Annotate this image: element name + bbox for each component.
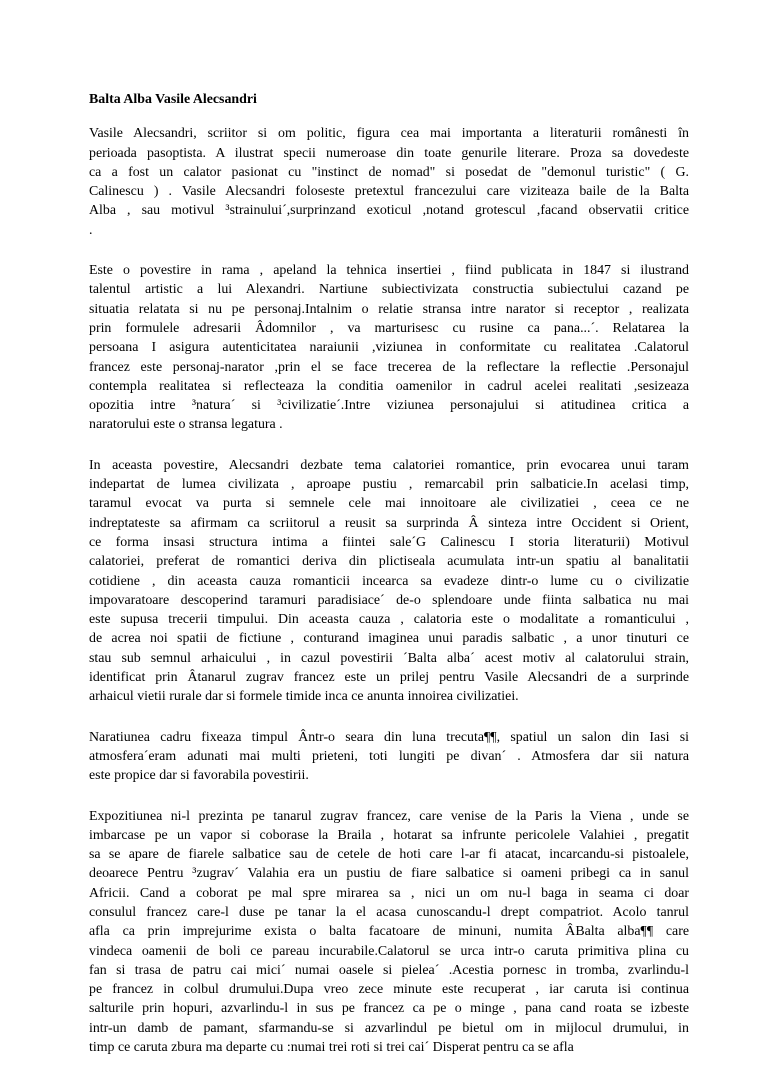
text-line: Calinescu ) . Vasile Alecsandri foloseste pretextul francezului care viziteaza baile de la Balta [89,184,689,200]
text-line: este propice dar si favorabila povestirii. [89,768,309,784]
text-line: Expozitiunea ni-l prezinta pe tanarul zugrav francez, care venise de la Paris la Viena , unde se [89,808,689,824]
text-line: stau sub semnul arhaicului , in cazul povestirii ´Balta alba´ acest motiv al calatorului strain, [89,650,689,666]
paragraph [89,728,689,786]
text-line: afla ca prin imprejurime exista o balta facatoare de minuni, numita ÂBalta alba¶¶ care [89,924,689,940]
text-line: indepartat de lumea civilizata , aproape pustiu , remarcabil prin salbaticie.In acelasi timp, [89,477,689,493]
text-line: naratorului este o stransa legatura . [89,417,283,433]
text-line: persoana I asigura autenticitatea naraiunii ,viziunea in conformitate cu realitatea .Calatorul [89,340,689,356]
text-line: deoarece Pentru ³zugrav´ Valahia era un pustiu de fiare salbatice si oameni pribegi ca in sanul [89,866,689,882]
text-line: atmosfera´eram adunati mai multi prieteni, toti lungiti pe divan´ . Atmosfera dar sii natura [89,748,689,764]
text-line: ce forma insasi structura intima a fiintei sale´G Calinescu I storia literaturii) Motivul [89,534,689,550]
text-line: salturile prin hopuri, azvarlindu-l in sus pe francez ca pe o minge , pana cand roata se izbeste [89,1001,689,1017]
text-line: consulul francez care-l duse pe tanar la el acasa cunoscandu-l drept compatriot. Acolo tanrul [89,904,689,920]
text-line: perioada pasoptista. A ilustrat specii numeroase din toate genurile literare. Proza sa dovedeste [89,145,689,161]
paragraph [89,261,689,435]
paragraph [89,807,689,1058]
text-line: opozitia intre ³natura´ si ³civilizatie´.Intre viziunea personajului si atitudinea critica a [89,398,689,414]
text-line: calatoriei, preferat de romantici deriva din plictiseala acumulata intr-un spatiu al banalitatii [89,554,689,570]
text-line: vindeca oamenii de boli ce pareau incurabile.Calatorul se urca intr-o caruta primitiva plina cu [89,943,689,959]
document-page [89,90,689,1078]
text-line: fan si trasa de patru cai mici´ numai oasele si pielea´ .Acestia pornesc in tromba, zvarlindu-l [89,962,689,978]
text-line: pe francez in colbul drumului.Dupa vreo zece minute este recuperat , iar caruta isi continua [89,982,689,998]
document-body [89,124,689,1057]
text-line: timp ce caruta zbura ma departe cu :numai trei roti si trei cai´ Disperat pentru ca se afla [89,1040,574,1056]
text-line: Vasile Alecsandri, scriitor si om politic, figura cea mai importanta a literaturii românesti în [89,126,689,142]
text-line: talentul artistic a lui Alexandri. Nartiune subiectivizata constructia subiectului cazand pe [89,282,689,298]
text-line: intr-un damb de pamant, sfarmandu-se si azvarlindul pe bietul om in mijlocul drumului, in [89,1020,689,1036]
text-line: contempla realitatea si reflecteaza la conditia oamenilor in cadrul acelei realitati ,sesizeaza [89,378,689,394]
text-line: identificat prin Âtanarul zugrav francez este un prilej pentru Vasile Alecsandri de a surprinde [89,670,689,686]
text-line: impovaratoare descoperind taramuri paradisiace´ de-o splendoare unde fiinta salbatica nu mai [89,592,689,608]
paragraph [89,124,689,240]
text-line: este supusa trecerii timpului. Din aceasta cauza , calatoria este o modalitate a romanticului , [89,612,689,628]
text-line: indreptateste sa afirmam ca scriitorul a reusit sa surprinda Â sinteza intre Occident si Orient, [89,515,689,531]
text-line: ca a fost un calator pasionat cu "instinct de nomad" si posedat de "demonul turistic" ( G. [89,164,689,180]
text-line: prin formulele adresarii Âdomnilor , va marturisesc cu rusine ca pana...´. Relatarea la [89,320,689,336]
text-line: situatia relatata si nu pe personaj.Intalnim o relatie stransa intre narator si receptor , realizata [89,301,689,317]
document-title: Balta Alba Vasile Alecsandri [89,92,257,107]
text-line: Este o povestire in rama , apeland la tehnica insertiei , fiind publicata in 1847 si ilustrand [89,263,689,279]
text-line: cotidiene , din aceasta cauza romanticii incearca sa evadeze dintr-o lume cu o civilizatie [89,573,689,589]
text-line: de acrea noi spatii de fictiune , conturand imaginea unui paradis salbatic , a unor tinuturi ce [89,631,689,647]
text-line: Naratiunea cadru fixeaza timpul Ântr-o seara din luna trecuta¶¶, spatiul un salon din Iasi si [89,729,689,745]
text-line: Africii. Cand a coborat pe mal spre mirarea sa , nici un om nu-l baga in seama ci doar [89,885,689,901]
text-line: arhaicul vietii rurale dar si formele timide inca ce anunta innoirea civilizatiei. [89,689,519,705]
paragraph [89,456,689,707]
text-line: . [89,222,93,238]
text-line: In aceasta povestire, Alecsandri dezbate tema calatoriei romantice, prin evocarea unui taram [89,457,689,473]
text-line: Alba , sau motivul ³strainului´,surprinzand exoticul ,notand grotescul ,facand observatii critice [89,203,689,219]
text-line: sa se apare de fiarele salbatice sau de cetele de hoti care l-ar fi atacat, incarcandu-si pistoalele, [89,847,689,863]
text-line: francez este personaj-narator ,prin el se face trecerea de la reflectare la reflectie .Personajul [89,359,689,375]
text-line: taramul evocat va purta si semnele cele mai innoitoare ale civilizatiei , ceea ce ne [89,496,689,512]
text-line: imbarcase pe un vapor si coborase la Braila , hotarat sa infrunte pericolele Valahiei , pregatit [89,827,689,843]
